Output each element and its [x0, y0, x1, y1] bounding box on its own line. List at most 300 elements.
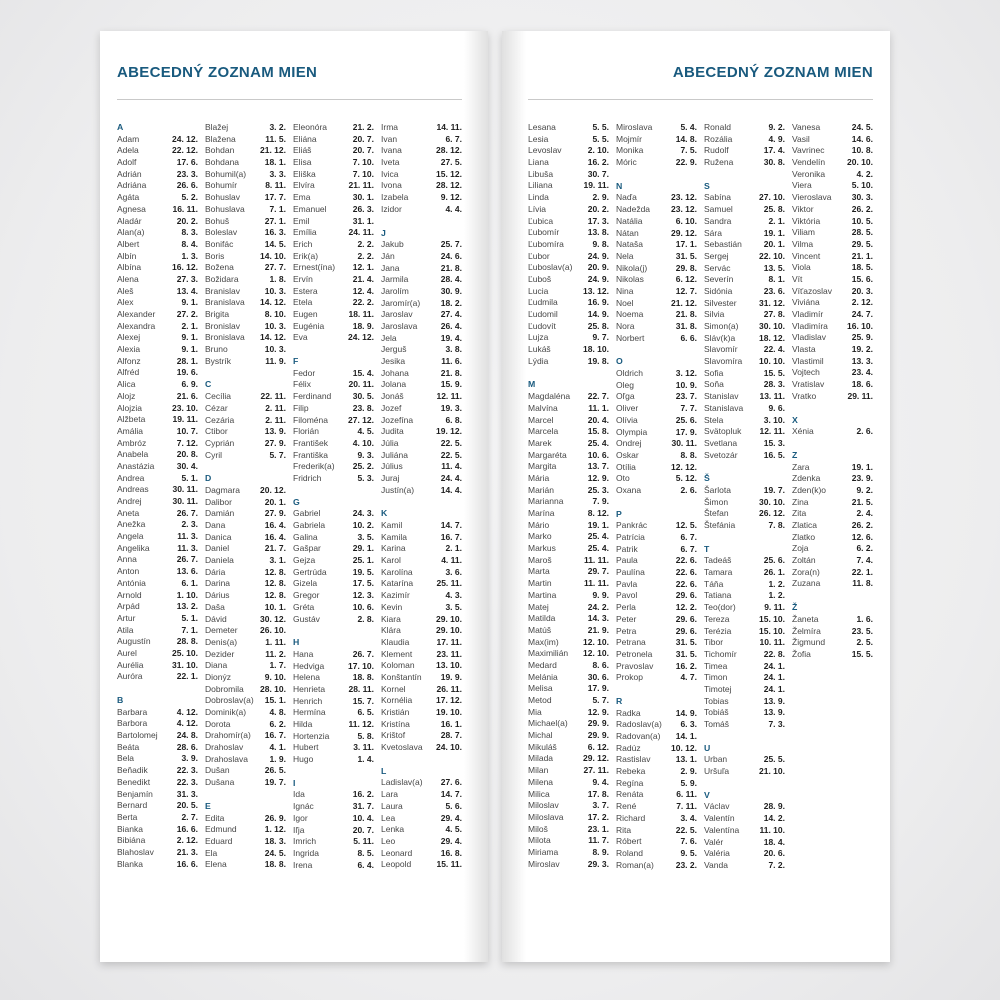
name-day-date: 12. 8. — [264, 578, 286, 589]
name-day-date: 9. 10. — [264, 671, 286, 682]
name-entry — [293, 590, 374, 602]
person-name: Erik(a) — [293, 250, 319, 261]
name-column — [704, 122, 785, 872]
name-day-date: 30. 9. — [440, 285, 462, 296]
name-entry — [616, 544, 697, 556]
name-day-date: 20. 4. — [587, 414, 609, 425]
name-entry — [616, 274, 697, 286]
person-name: Severín — [704, 274, 734, 285]
name-day-date: 20. 5. — [176, 800, 198, 811]
person-name: Jarmila — [381, 274, 409, 285]
name-entry — [616, 567, 697, 579]
section-letter: V — [704, 789, 710, 800]
name-day-date: 24. 4. — [440, 472, 462, 483]
person-name: Andreas — [117, 484, 149, 495]
name-entry — [528, 426, 609, 438]
name-entry — [792, 555, 873, 567]
name-day-date: 29. 10. — [436, 625, 462, 636]
person-name: Miroslav — [528, 858, 560, 869]
name-entry — [381, 461, 462, 473]
person-name: Demeter — [205, 625, 238, 636]
name-day-date: 7. 9. — [592, 496, 609, 507]
name-entry — [117, 356, 198, 368]
person-name: Daniel — [205, 543, 230, 554]
name-entry — [117, 812, 198, 824]
name-entry — [528, 321, 609, 333]
person-name: Gabriel — [293, 508, 321, 519]
name-day-date: 28. 3. — [763, 379, 785, 390]
name-day-date: 17. 6. — [176, 157, 198, 168]
name-entry — [381, 321, 462, 333]
name-day-date: 7. 1. — [181, 624, 198, 635]
name-entry — [792, 367, 873, 379]
name-day-date: 17. 12. — [436, 695, 462, 706]
name-day-date: 27. 4. — [440, 309, 462, 320]
person-name: Gašpar — [293, 543, 321, 554]
name-entry — [528, 473, 609, 485]
person-name: Xénia — [792, 426, 814, 437]
name-entry — [528, 742, 609, 754]
person-name: Ivana — [381, 145, 402, 156]
name-entry — [792, 134, 873, 146]
name-day-date: 11. 4. — [441, 461, 462, 472]
name-entry — [528, 216, 609, 228]
person-name: Kornel — [381, 683, 406, 694]
name-entry — [616, 391, 697, 403]
name-entry — [381, 520, 462, 532]
person-name: Tamara — [704, 567, 733, 578]
name-entry — [117, 601, 198, 613]
name-entry — [528, 753, 609, 765]
name-entry — [528, 309, 609, 321]
person-name: Igor — [293, 812, 308, 823]
person-name: Alex — [117, 297, 134, 308]
name-entry — [616, 415, 697, 427]
person-name: Veronika — [792, 168, 826, 179]
name-day-date: 8. 10. — [264, 309, 286, 319]
person-name: Oxana — [616, 484, 642, 495]
name-day-date: 4. 4. — [445, 203, 462, 214]
name-entry — [293, 274, 374, 286]
person-name: Ladislav(a) — [381, 777, 423, 788]
name-entry — [381, 274, 462, 286]
name-day-date: 14. 1. — [675, 731, 697, 741]
name-entry — [616, 731, 697, 743]
name-day-date: 22. 8. — [763, 648, 785, 659]
name-day-date: 8. 4. — [181, 238, 198, 249]
person-name: Ľudovít — [528, 320, 556, 331]
name-entry — [616, 860, 697, 872]
person-name: Blanka — [117, 858, 143, 869]
name-day-date: 25. 2. — [352, 461, 374, 472]
person-name: Simon(a) — [704, 321, 739, 331]
person-name: Marianna — [528, 496, 564, 507]
person-name: Bohdan — [205, 145, 235, 156]
name-day-date: 30. 11. — [172, 496, 198, 506]
person-name: Viviána — [792, 297, 820, 308]
name-entry — [704, 438, 785, 450]
name-day-date: 18. 10. — [583, 344, 609, 355]
name-day-date: 6. 10. — [675, 215, 697, 226]
name-day-date: 7. 10. — [352, 168, 374, 179]
name-entry — [528, 391, 609, 403]
name-entry — [704, 837, 785, 849]
person-name: Nataša — [616, 239, 643, 250]
name-entry — [117, 742, 198, 754]
person-name: Marcela — [528, 426, 559, 437]
person-name: Auróra — [117, 671, 143, 682]
name-entry — [117, 251, 198, 263]
name-day-date: 22. 2. — [352, 297, 374, 308]
name-day-date: 24. 1. — [763, 660, 785, 671]
name-entry — [704, 637, 785, 649]
name-day-date: 23. 6. — [763, 285, 785, 296]
name-day-date: 20. 2. — [587, 203, 609, 214]
name-entry — [205, 625, 286, 637]
name-entry — [792, 356, 873, 368]
name-entry — [704, 626, 785, 638]
name-day-date: 29. 3. — [587, 858, 609, 869]
person-name: Vít — [792, 273, 803, 284]
name-day-date: 2. 11. — [265, 402, 286, 413]
name-day-date: 14. 4. — [440, 484, 462, 495]
person-name: Justín(a) — [381, 484, 415, 495]
name-day-date: 31. 12. — [759, 297, 785, 308]
name-entry — [616, 228, 697, 240]
name-entry — [293, 403, 374, 415]
name-entry — [205, 602, 286, 614]
name-entry — [117, 554, 198, 566]
person-name: Elisa — [293, 157, 312, 168]
name-day-date: 6. 7. — [680, 532, 697, 542]
name-day-date: 23. 8. — [352, 402, 374, 413]
name-entry — [704, 754, 785, 766]
name-day-date: 23. 9. — [851, 473, 873, 484]
name-day-date: 13. 12. — [583, 285, 609, 296]
name-entry — [205, 836, 286, 848]
person-name: Dezider — [205, 648, 235, 659]
person-name: Zoltán — [792, 555, 816, 566]
person-name: Bystrík — [205, 355, 231, 366]
person-name: Maroš — [528, 554, 552, 565]
person-name: Bohuslava — [205, 203, 245, 214]
name-day-date: 26. 10. — [260, 625, 286, 636]
name-entry — [205, 684, 286, 696]
name-entry — [381, 145, 462, 157]
person-name: Drahoslava — [205, 753, 248, 764]
person-name: Petrana — [616, 637, 646, 648]
section-letter: B — [117, 695, 124, 705]
person-name: Ivan — [381, 133, 398, 144]
name-day-date: 26. 11. — [436, 683, 462, 694]
person-name: Vladimír — [792, 309, 824, 319]
name-day-date: 22. 7. — [587, 391, 609, 402]
name-entry — [117, 660, 198, 672]
name-day-date: 29. 6. — [675, 625, 697, 636]
person-name: Nadežda — [616, 204, 651, 215]
name-day-date: 26. 4. — [440, 321, 462, 331]
name-entry — [616, 672, 697, 684]
name-day-date: 3. 11. — [353, 742, 374, 753]
person-name: Marcel — [528, 414, 554, 425]
section-letter: L — [381, 765, 387, 776]
section-letter: Š — [704, 473, 710, 484]
person-name: Elena — [205, 859, 227, 870]
name-entry — [616, 766, 697, 778]
person-name: Anastázia — [117, 460, 155, 471]
name-day-date: 22. 4. — [763, 344, 785, 355]
person-name: Ferdinand — [293, 391, 332, 402]
name-entry — [792, 262, 873, 274]
name-day-date: 9. 2. — [768, 122, 785, 132]
name-entry — [704, 508, 785, 520]
name-day-date: 10. 6. — [352, 601, 374, 612]
name-day-date: 13. 10. — [436, 660, 462, 671]
person-name: Bibiána — [117, 835, 146, 846]
name-day-date: 15. 5. — [851, 648, 873, 659]
person-name: Urban — [704, 754, 728, 765]
name-entry — [293, 696, 374, 708]
person-name: Eugen — [293, 309, 318, 319]
name-entry — [117, 379, 198, 391]
name-day-date: 5. 2. — [181, 192, 198, 203]
name-day-date: 14. 12. — [260, 297, 286, 308]
person-name: Alexandra — [117, 320, 156, 331]
name-entry — [528, 847, 609, 859]
name-day-date: 26. 6. — [176, 180, 198, 191]
name-entry — [528, 800, 609, 812]
name-day-date: 15. 9. — [440, 379, 462, 390]
name-day-date: 16. 10. — [847, 320, 873, 331]
name-day-date: 22. 3. — [176, 765, 198, 776]
name-day-date: 7. 3. — [768, 719, 785, 729]
name-day-date: 26. 9. — [264, 812, 286, 823]
name-entry — [381, 192, 462, 204]
name-entry — [293, 379, 374, 391]
name-entry — [792, 462, 873, 474]
name-day-date: 25. 4. — [587, 531, 609, 542]
name-day-date: 17. 9. — [587, 683, 609, 694]
name-day-date: 14. 10. — [260, 250, 286, 261]
name-day-date: 7. 7. — [680, 403, 697, 414]
name-day-date: 31. 8. — [675, 321, 697, 331]
person-name: Patrik — [616, 543, 638, 554]
name-day-date: 17. 9. — [675, 426, 697, 437]
person-name: Damián — [205, 508, 235, 519]
name-day-date: 19. 6. — [176, 367, 198, 378]
person-name: Roman(a) — [616, 859, 654, 870]
person-name: Oliver — [616, 403, 639, 414]
person-name: Nora — [616, 321, 635, 331]
name-day-date: 24. 9. — [587, 273, 609, 284]
name-day-date: 29. 12. — [671, 227, 697, 238]
name-day-date: 2. 1. — [445, 543, 462, 554]
person-name: Roland — [616, 847, 643, 858]
name-entry — [293, 813, 374, 825]
person-name: Nina — [616, 285, 634, 296]
name-day-date: 13. 9. — [763, 695, 785, 706]
name-day-date: 23. 7. — [675, 391, 697, 402]
person-name: Melánia — [528, 671, 558, 682]
name-entry — [381, 379, 462, 391]
name-entry — [616, 825, 697, 837]
person-name: Bonifác — [205, 238, 234, 249]
name-entry — [205, 145, 286, 157]
person-name: Cézar — [205, 402, 228, 413]
person-name: Naďa — [616, 192, 637, 203]
name-entry — [792, 169, 873, 181]
name-entry — [528, 438, 609, 450]
name-entry — [792, 543, 873, 555]
name-day-date: 21. 3. — [176, 846, 198, 857]
name-entry — [528, 157, 609, 169]
name-day-date: 4. 3. — [445, 590, 462, 601]
name-day-date: 25. 8. — [587, 320, 609, 331]
name-entry — [117, 449, 198, 461]
name-entry — [792, 473, 873, 485]
name-day-date: 29. 4. — [440, 835, 462, 846]
name-day-date: 21. 11. — [348, 180, 374, 191]
person-name: Noel — [616, 297, 634, 308]
person-name: Benedikt — [117, 776, 151, 787]
name-day-date: 2. 12. — [851, 297, 873, 308]
name-day-date: 4. 12. — [176, 718, 198, 729]
name-day-date: 14. 9. — [587, 309, 609, 319]
name-entry — [205, 614, 286, 626]
name-entry — [205, 262, 286, 274]
name-entry — [528, 169, 609, 181]
section-letter: J — [381, 227, 386, 238]
name-day-date: 4. 9. — [768, 133, 785, 144]
name-entry — [616, 157, 697, 169]
name-day-date: 6. 8. — [445, 414, 462, 425]
name-day-date: 12. 8. — [264, 590, 286, 601]
person-name: Leopold — [381, 859, 412, 870]
name-entry — [117, 403, 198, 415]
name-day-date: 16. 3. — [264, 227, 286, 238]
name-entry — [293, 157, 374, 169]
name-day-date: 30. 11. — [671, 438, 697, 449]
name-day-date: 2. 4. — [856, 508, 873, 519]
name-column — [205, 122, 286, 871]
name-entry — [293, 543, 374, 555]
name-entry — [704, 368, 785, 380]
name-entry — [381, 789, 462, 801]
name-day-date: 1. 10. — [176, 589, 198, 600]
person-name: Branislava — [205, 297, 245, 308]
name-day-date: 22. 3. — [176, 776, 198, 787]
name-day-date: 22. 12. — [172, 145, 198, 156]
person-name: Adela — [117, 145, 139, 156]
person-name: Natália — [616, 215, 643, 226]
name-day-date: 16. 11. — [172, 203, 198, 214]
name-entry — [205, 590, 286, 602]
name-entry — [117, 578, 198, 590]
person-name: Anabela — [117, 449, 149, 460]
name-day-date: 6. 11. — [676, 789, 697, 800]
name-day-date: 19. 7. — [763, 484, 785, 495]
person-name: Leo — [381, 835, 396, 846]
person-name: Vojtech — [792, 367, 820, 378]
name-entry — [704, 555, 785, 567]
name-entry — [704, 813, 785, 825]
section-letter: O — [616, 356, 623, 367]
name-entry — [381, 637, 462, 649]
name-column — [616, 122, 697, 872]
name-entry — [616, 590, 697, 602]
name-day-date: 6. 7. — [680, 543, 697, 554]
person-name: Klára — [381, 625, 401, 636]
name-day-date: 25. 5. — [763, 754, 785, 765]
name-day-date: 17. 11. — [436, 636, 462, 647]
person-name: Ľuboš — [528, 273, 552, 284]
person-name: Bruno — [205, 344, 228, 355]
person-name: Alena — [117, 273, 139, 284]
person-name: Leonard — [381, 847, 413, 858]
name-entry — [528, 122, 609, 134]
name-entry — [792, 180, 873, 192]
person-name: Michael(a) — [528, 718, 568, 729]
name-day-date: 11. 10. — [759, 824, 785, 835]
name-day-date: 7. 2. — [768, 859, 785, 870]
name-entry — [528, 204, 609, 216]
name-day-date: 25. 6. — [675, 414, 697, 425]
name-day-date: 19. 1. — [763, 227, 785, 238]
name-entry — [616, 403, 697, 415]
name-day-date: 26. 5. — [264, 765, 286, 776]
person-name: Kvetoslava — [381, 742, 423, 753]
person-name: Alfonz — [117, 355, 141, 366]
person-name: Paula — [616, 555, 638, 566]
person-name: Atila — [117, 624, 134, 635]
person-name: Tereza — [704, 613, 730, 624]
person-name: Dominik(a) — [205, 707, 247, 717]
person-name: Štefánia — [704, 520, 736, 530]
name-column — [792, 122, 873, 872]
name-entry — [381, 426, 462, 438]
name-day-date: 28. 7. — [440, 730, 462, 741]
name-day-date: 16. 8. — [440, 847, 462, 858]
name-entry — [381, 707, 462, 719]
name-entry — [528, 660, 609, 672]
name-day-date: 10. 9. — [675, 379, 697, 390]
person-name: Juraj — [381, 472, 400, 483]
name-entry — [616, 298, 697, 310]
name-entry — [704, 134, 785, 146]
name-day-date: 12. 3. — [352, 590, 374, 601]
name-entry — [293, 836, 374, 848]
person-name: Nikola(j) — [616, 262, 648, 273]
name-day-date: 11. 8. — [852, 578, 873, 589]
name-entry — [528, 812, 609, 824]
name-entry — [117, 543, 198, 555]
name-day-date: 14. 2. — [763, 813, 785, 824]
person-name: Anton — [117, 566, 140, 577]
person-name: Bohuš — [205, 215, 230, 226]
name-entry — [205, 286, 286, 298]
name-entry — [293, 122, 374, 134]
name-entry — [528, 134, 609, 146]
name-entry — [205, 134, 286, 146]
name-entry — [293, 801, 374, 813]
name-entry — [616, 145, 697, 157]
name-entry — [205, 426, 286, 438]
name-entry — [616, 368, 697, 380]
name-day-date: 21. 9. — [587, 624, 609, 635]
person-name: Emília — [293, 227, 317, 238]
name-entry — [792, 145, 873, 157]
person-name: Ignác — [293, 801, 314, 812]
